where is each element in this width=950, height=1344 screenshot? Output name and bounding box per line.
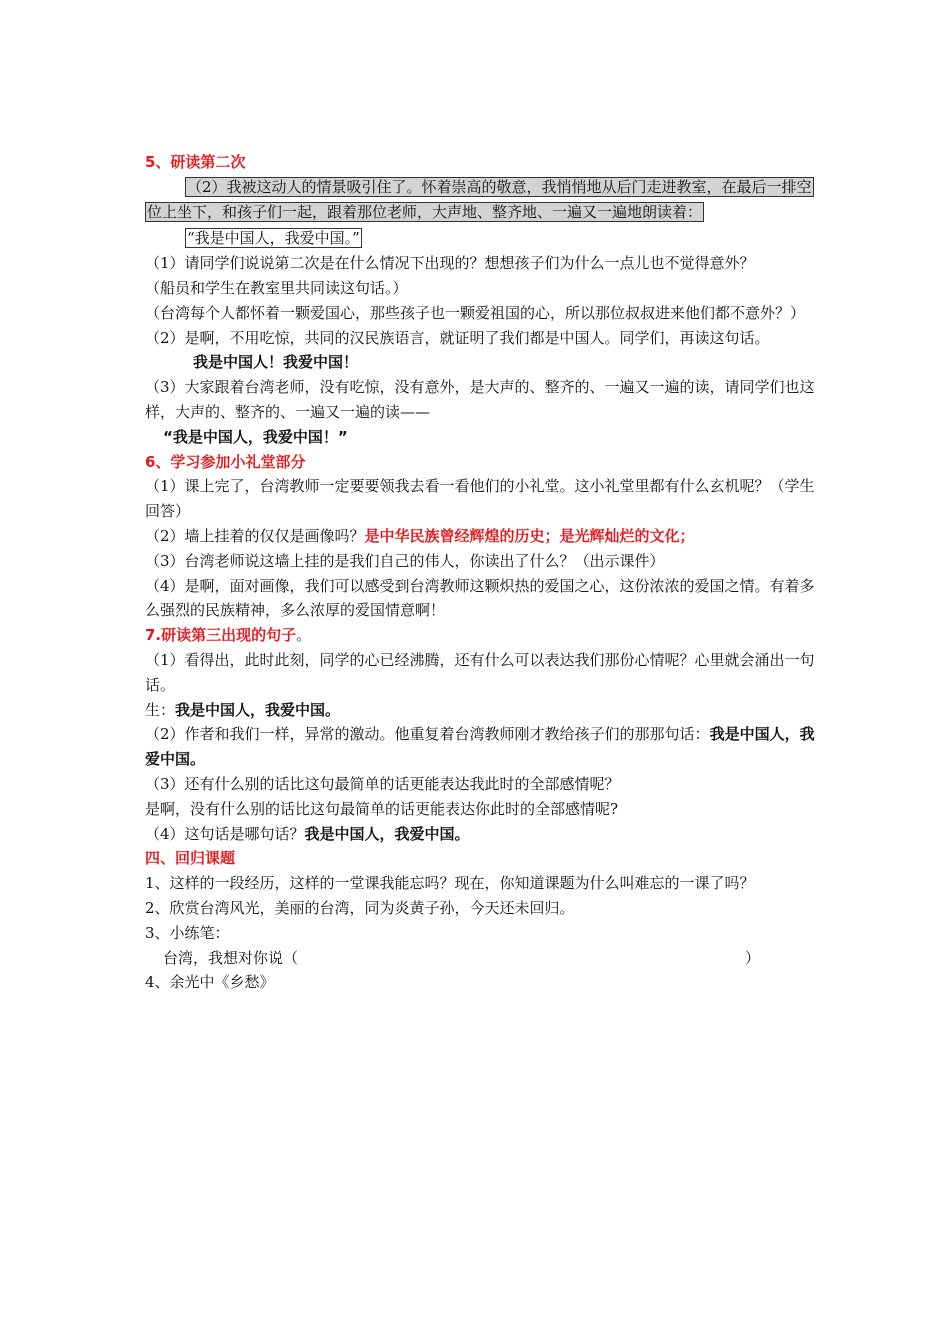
s7-question-3: （3）还有什么别的话比这句最简单的话更能表达我此时的全部感情呢？	[145, 774, 620, 793]
quoted-passage	[145, 175, 817, 225]
s4-item-3-line	[145, 946, 817, 971]
s5-read-1: 我是中国人！我爱中国！	[193, 353, 359, 372]
s6-question-4: （4）是啊，面对画像，我们可以感受到台湾教师这颗炽热的爱国之心，这份浓浓的爱国之情。有着多么强烈的民族精神，多么浓厚的爱国情意啊！	[145, 576, 815, 620]
s4-item-3-line-prefix: 台湾，我想对你说（	[163, 948, 299, 967]
s6-question-1: （1）课上完了，台湾教师一定要要领我去看一看他们的小礼堂。这小礼堂里都有什么玄机呢？（学生回答）	[145, 477, 815, 521]
s7-question-2-bold: 我是中国人，我爱中国。	[145, 725, 815, 769]
s6-question-2-prefix: （2）墙上挂着的仅仅是画像吗？	[145, 526, 365, 545]
s4-item-2: 2、欣赏台湾风光，美丽的台湾，同为炎黄子孙，今天还未回归。	[145, 898, 575, 917]
s5-question-3: （3）大家跟着台湾老师，没有吃惊，没有意外，是大声的、整齐的、一遍又一遍的读，请同学们也这样，大声的、整齐的、一遍又一遍的读——	[145, 378, 815, 421]
section-6-heading: 6、学习参加小礼堂部分	[145, 452, 306, 471]
s7-question-2-prefix: （2）作者和我们一样，异常的激动。他重复着台湾教师刚才教给孩子们的那那句话：	[145, 725, 710, 744]
s5-question-2: （2）是啊，不用吃惊，共同的汉民族语言，就证明了我们都是中国人。同学们，再读这句话。	[145, 328, 770, 347]
s7-question-4-prefix: （4）这句话是哪句话？	[145, 824, 305, 843]
s4-item-3: 3、小练笔：	[145, 923, 230, 942]
s7-student-answer	[145, 698, 817, 723]
s5-answer-1: （船员和学生在教室里共同读这句话。）	[145, 278, 408, 297]
s5-question-1: （1）请同学们说说第二次是在什么情况下出现的？想想孩子们为什么一点儿也不觉得意外？	[145, 254, 755, 273]
quoted-line	[145, 226, 817, 251]
section-7-heading-text: 7.研读第三出现的句子	[145, 626, 297, 645]
s7-question-3b: 是啊，没有什么别的话比这句最简单的话更能表达你此时的全部感情呢?	[145, 799, 619, 818]
s7-student-bold: 我是中国人，我爱中国。	[175, 700, 341, 719]
s5-answer-2: （台湾每个人都怀着一颗爱国心，那些孩子也一颗爱祖国的心，所以那位叔叔进来他们都不意外？）	[145, 303, 806, 322]
s5-read-2: “我是中国人，我爱中国！”	[163, 427, 348, 446]
section-5-heading: 5、研读第二次	[145, 153, 246, 171]
document-body	[145, 150, 817, 995]
s4-item-4: 4、余光中《乡愁》	[145, 973, 275, 992]
s6-question-2	[145, 524, 817, 549]
s7-question-2	[145, 722, 817, 772]
s7-question-4	[145, 822, 817, 847]
section-4-heading: 四、回归课题	[145, 849, 236, 868]
s7-student-prefix: 生：	[145, 700, 176, 719]
quoted-line-text: “我是中国人，我爱中国。”	[187, 229, 360, 248]
section-7-heading	[145, 623, 817, 648]
s4-item-1: 1、这样的一段经历，这样的一堂课我能忘吗？现在，你知道课题为什么叫难忘的一课了吗？	[145, 874, 755, 893]
quoted-passage-text: （2）我被这动人的情景吸引住了。怀着崇高的敬意，我悄悄地从后门走进教室，在最后一排空位上坐下，和孩子们一起，跟着那位老师，大声地、整齐地、一遍又一遍地朗读着：	[147, 177, 812, 221]
section-7-heading-tail: 。	[296, 626, 312, 645]
s6-question-2-highlight: 是中华民族曾经辉煌的历史；是光辉灿烂的文化；	[364, 526, 695, 545]
s6-question-3: （3）台湾老师说这墙上挂的是我们自己的伟人，你读出了什么？（出示课件）	[145, 551, 665, 570]
s4-item-3-line-suffix: ）	[745, 948, 761, 967]
s7-question-4-bold: 我是中国人，我爱中国。	[304, 824, 470, 843]
s7-question-1: （1）看得出，此时此刻，同学的心已经沸腾，还有什么可以表达我们那份心情呢？心里就会涌出一句话。	[145, 650, 815, 694]
